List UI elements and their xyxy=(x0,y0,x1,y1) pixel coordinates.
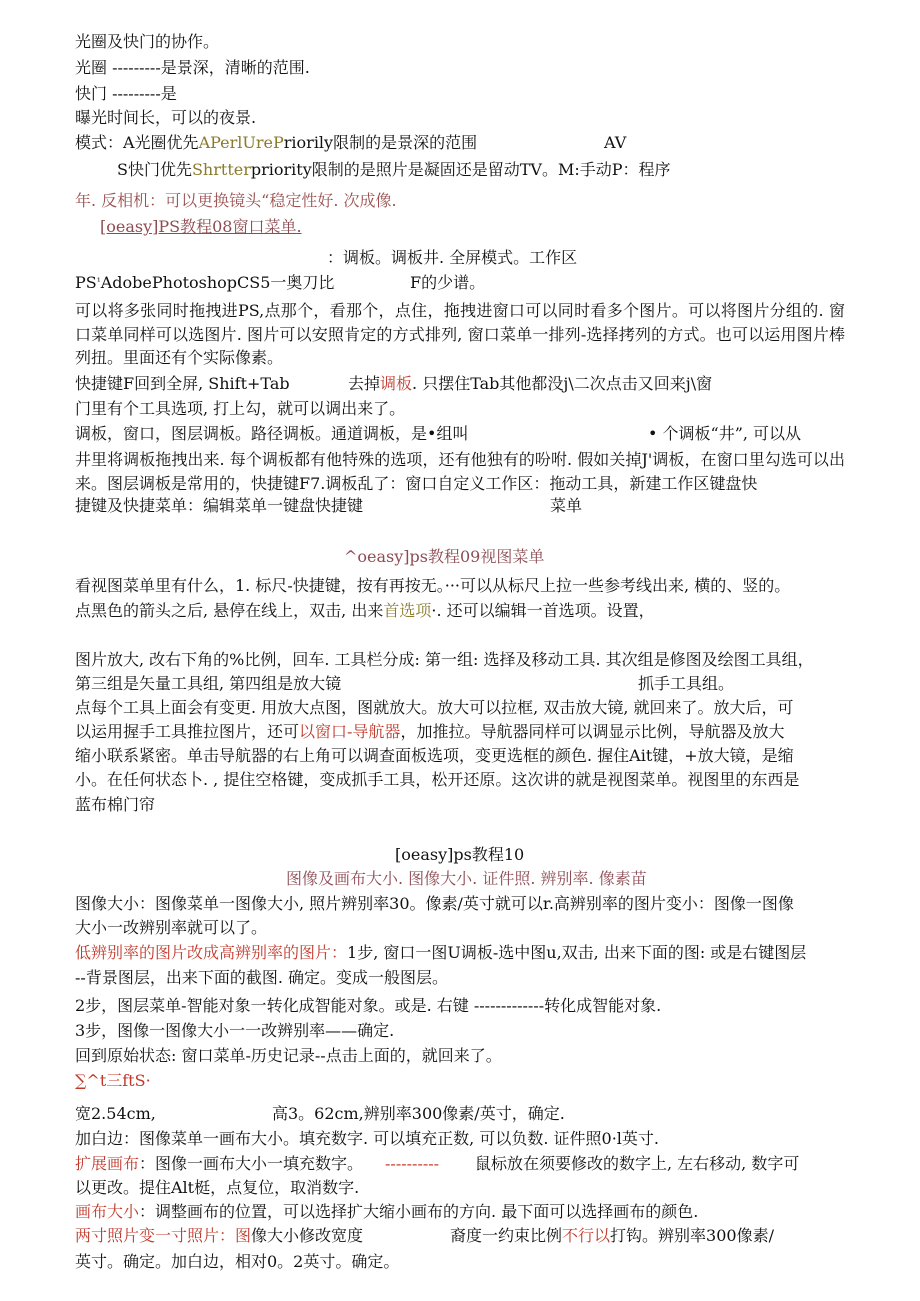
text-span: S快门优先 xyxy=(117,160,192,179)
text-span: . 只摆住Tab其他都没j\二次点击又回来j\窗 xyxy=(412,374,713,393)
text-line: 点每个工具上面会有变更. 用放大点图，图就放大。放大可以拉框, 双击放大镜, 就回来了。放大后，可 xyxy=(75,698,794,717)
text-line: 快捷键F回到全屏, Shift+Tab xyxy=(75,374,290,393)
text-line: AV xyxy=(604,133,627,152)
paragraph: 井里将调板拖拽出来. 每个调板都有他特殊的选项，还有他独有的吩咐. 假如关掉J'调板，在窗口里勾选可以出来。图层调板是常用的，快捷键F7.调板乱了：窗口自定义工作区：拖动工具，新建工作区键盘快 xyxy=(75,450,845,493)
text-span: priority限制的是照片是凝固还是留动TV。M:手动P：程序 xyxy=(250,160,671,179)
text-line: 鼠标放在须要修改的数字上, 左右移动, 数字可 xyxy=(475,1154,800,1173)
highlight-span: APerlUreP xyxy=(198,133,284,152)
text-line: 快门 ---------是 xyxy=(75,84,177,103)
section-subtitle-10: 图像及画布大小. 图像大小. 证件照. 辨别率. 像素苗 xyxy=(286,869,647,888)
text-span: riorily限制的是景深的范围 xyxy=(283,133,478,152)
text-line: 以更改。提住Alt梃，点复位，取消数字. xyxy=(75,1178,360,1197)
text-span: ，加推拉。导航器同样可以调显示比例，导航器及放大 xyxy=(400,722,785,741)
text-line: 2步，图层菜单-智能对象一转化成智能对象。或是. 右键 -------------转化成智能对象. xyxy=(75,996,662,1015)
text-line xyxy=(75,1154,363,1174)
text-span: 点黑色的箭头之后, 悬停在线上，双击, 出来 xyxy=(75,601,384,620)
highlight-span: 低辨别率的图片改成高辨别率的图片： xyxy=(75,943,348,962)
text-span: 模式：A光圈优先 xyxy=(75,133,199,152)
text-line: ∑^t三ftS· xyxy=(75,1071,151,1090)
text-span: ：图像一画布大小一填充数字。 xyxy=(139,1154,364,1173)
highlight-span: Shrtter xyxy=(191,160,251,179)
text-line: 调板，窗口，图层调板。路径调板。通道调板，是•组叫 xyxy=(75,424,469,443)
paragraph: 可以将多张同时拖拽进PS,点那个，看那个，点住，拖拽进窗口可以同时看多个图片。可以将图片分组的. 窗口菜单同样可以选图片. 图片可以安照肯定的方式排列, 窗口菜单一排列-选择拷列的方式。也可以运用图片棒列扭。里面还有个实际像素。 xyxy=(75,301,845,367)
text-line: ：调板。调板井. 全屏模式。工作区 xyxy=(327,248,578,267)
text-line xyxy=(75,722,784,742)
highlight-span: 扩展画布 xyxy=(75,1154,140,1173)
text-line: 捷键及快捷菜单：编辑菜单一键盘快捷键 xyxy=(75,496,364,515)
text-line: 小。在任何状态卜. , 提住空格键，变成抓手工具，松开还原。这次讲的就是视图菜单。视图里的东西是 xyxy=(75,770,800,789)
text-line: 回到原始状态: 窗口菜单-历史记录--点击上面的，就回来了。 xyxy=(75,1046,502,1065)
highlight-span: 不行以 xyxy=(562,1226,611,1245)
text-line xyxy=(450,1226,774,1246)
text-line xyxy=(75,133,477,153)
text-line: 高3。62cm,辨别率300像素/英寸，确定. xyxy=(272,1104,565,1123)
section-title-10: [oeasy]ps教程10 xyxy=(395,845,525,864)
section-title-09: ^oeasy]ps教程09视图菜单 xyxy=(344,547,545,566)
text-line: F的少谱。 xyxy=(410,273,486,292)
text-line: 光圈及快门的协作。 xyxy=(75,32,220,51)
text-line xyxy=(348,374,712,394)
text-line: 图片放大, 改右下角的%比例，回车. 工具栏分成: 第一组: 选择及移动工具. 其次组是修图及绘图工具组， xyxy=(75,650,814,669)
text-line: $PS^{^1}AdobePhotoshopCS5$一奥刀比 xyxy=(75,273,335,292)
text-line: 宽2.54cm, xyxy=(75,1104,156,1123)
text-line xyxy=(75,601,655,621)
text-span: 裔度一约束比例 xyxy=(450,1226,563,1245)
text-line: 曝光时间长，可以的夜景. xyxy=(75,108,257,127)
text-line: 门里有个工具选项, 打上勾，就可以调出来了。 xyxy=(75,399,406,418)
text-span: 去掉 xyxy=(348,374,381,393)
text-line: 3步，图像一图像大小一一改辨别率——确定. xyxy=(75,1021,395,1040)
text-span: ：调整画布的位置，可以选择扩大缩小画布的方向. 最下面可以选择画布的颜色. xyxy=(139,1202,699,1221)
text-line: • 个调板“井”, 可以从 xyxy=(648,424,802,443)
text-line: 加白边：图像菜单一画布大小。填充数字. 可以填充正数, 可以负数. 证件照0·l英寸. xyxy=(75,1129,659,1148)
text-span: PS xyxy=(75,273,97,292)
text-line: 光圈 ---------是景深，清晰的范围. xyxy=(75,58,310,77)
highlight-span: 两寸照片变一寸照片：图 xyxy=(75,1226,252,1245)
text-span: 像大小修改宽度 xyxy=(251,1226,364,1245)
text-span: 1步, 窗口一图U调板-选中图u,双击, 出来下面的图: 或是右键图层 xyxy=(347,943,807,962)
text-line xyxy=(75,1226,363,1246)
text-line xyxy=(75,943,806,963)
text-line: 英寸。确定。加白边，相对0。2英寸。确定。 xyxy=(75,1252,400,1271)
highlight-span: 以窗口-导航器 xyxy=(299,722,401,741)
section-title-08: [oeasy]PS教程08窗口菜单. xyxy=(100,217,302,236)
text-line: 年. 反相机：可以更换镜头“稳定性好. 次成像. xyxy=(75,191,397,210)
text-line: 抓手工具组。 xyxy=(638,674,735,693)
text-line xyxy=(75,1202,698,1222)
text-line: 大小一改辨别率就可以了。 xyxy=(75,918,268,937)
text-line: 第三组是矢量工具组, 第四组是放大镜 xyxy=(75,674,342,693)
text-line: 蓝布棉门帘 xyxy=(75,795,156,814)
text-span: ·. 还可以编辑一首选项。设置， xyxy=(431,601,655,620)
text-line: 缩小联系紧密。单击导航器的右上角可以调查面板选项，变更选框的颜色. 握住Ait键，+放大镜，是缩 xyxy=(75,746,794,765)
text-line: 菜单 xyxy=(550,496,583,515)
highlight-span: 调板 xyxy=(380,374,413,393)
text-line xyxy=(117,160,671,180)
highlight-span: 首选项 xyxy=(383,601,432,620)
text-line: 看视图菜单里有什么，1. 标尺-快捷键，按有再按无。···可以从标尺上拉一些参考线出来, 横的、竖的。 xyxy=(75,576,791,595)
text-span: AdobePhotoshopCS5一奥刀比 xyxy=(100,273,335,292)
text-line: ---------- xyxy=(385,1154,440,1173)
text-span: 打钩。辨别率300像素/ xyxy=(610,1226,774,1245)
text-line: --背景图层，出来下面的截图. 确定。变成一般图层。 xyxy=(75,968,448,987)
highlight-span: 画布大小 xyxy=(75,1202,140,1221)
text-span: 以运用握手工具推拉图片，还可 xyxy=(75,722,300,741)
text-line: 图像大小：图像菜单一图像大小, 照片辨别率30。像素/英寸就可以r.高辨别率的图片变小：图像一图像 xyxy=(75,894,794,913)
